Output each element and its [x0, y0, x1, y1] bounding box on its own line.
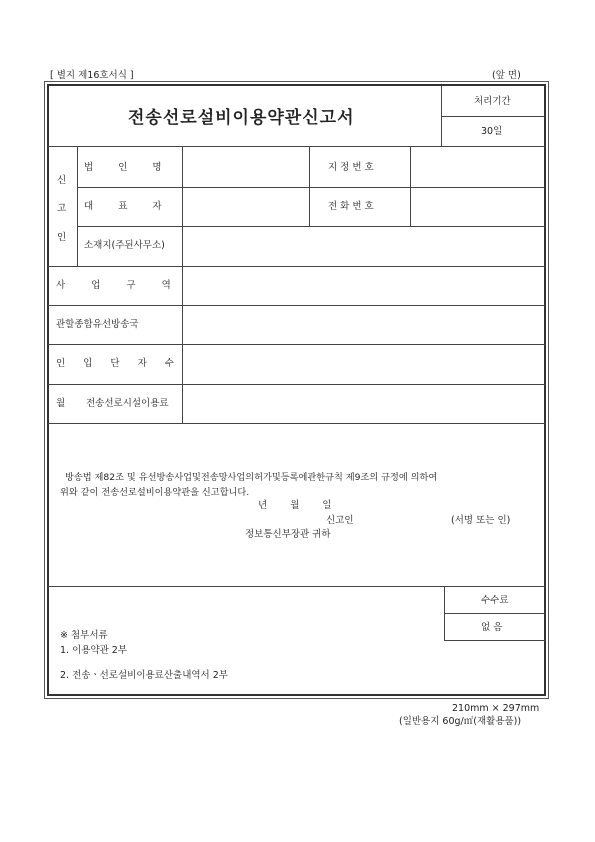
phone-label: 전화번호	[328, 201, 377, 212]
signature-label: (서명 또는 인)	[451, 515, 511, 526]
declaration-line-2: 위와 같이 전송선로설비이용약관을 신고합니다.	[60, 487, 250, 498]
corp-name-label: 법 인 명	[84, 162, 162, 173]
divider	[48, 423, 545, 424]
divider	[410, 146, 411, 226]
designation-label: 지정번호	[328, 162, 377, 173]
divider	[48, 266, 545, 267]
processing-value: 30일	[481, 126, 503, 137]
representative-label: 대 표 자	[84, 201, 162, 212]
subscribers-label: 인 입 단 자 수	[56, 358, 174, 369]
monthly-fee-label: 전송선로시설이용료	[86, 398, 169, 409]
recipient: 정보통신부장관 귀하	[245, 529, 331, 540]
applicant-label-3: 인	[57, 232, 67, 243]
representative-field[interactable]	[184, 189, 308, 225]
address-label: 소재지(주된사무소)	[84, 240, 165, 251]
divider	[48, 586, 545, 587]
paper-type: (일반용지 60g/㎡(재활용품))	[399, 716, 522, 727]
applicant-label-2: 고	[57, 203, 67, 214]
business-area-field[interactable]	[184, 268, 544, 304]
cable-operator-label: 관할종합유선방송국	[56, 319, 139, 330]
address-field[interactable]	[184, 228, 544, 265]
phone-field[interactable]	[412, 189, 544, 225]
declarant-label: 신고인	[326, 515, 354, 526]
cable-operator-field[interactable]	[184, 307, 544, 343]
divider	[48, 305, 545, 306]
applicant-label-1: 신	[57, 175, 67, 186]
divider	[182, 146, 183, 423]
divider	[77, 187, 545, 188]
form-title: 전송선로설비이용약관신고서	[128, 108, 355, 128]
designation-field[interactable]	[412, 148, 544, 186]
attachment-item: 2. 전송ㆍ선로설비이용료산출내역서 2부	[60, 670, 228, 681]
divider	[48, 146, 545, 147]
subscribers-field[interactable]	[184, 346, 544, 383]
divider	[444, 640, 545, 641]
monthly-prefix-label: 월	[56, 398, 66, 409]
page-side: (앞 면)	[492, 70, 521, 81]
monthly-fee-field[interactable]	[184, 386, 544, 422]
declaration-date: 년 월 일	[258, 500, 332, 511]
paper-size: 210mm × 297mm	[452, 703, 540, 714]
form-number: [ 별지 제16호서식 ]	[50, 70, 134, 81]
divider	[77, 226, 545, 227]
attachments-title: ※ 첨부서류	[60, 630, 108, 641]
corp-name-field[interactable]	[184, 148, 308, 186]
processing-label: 처리기간	[474, 96, 511, 107]
fee-label: 수수료	[481, 595, 509, 606]
divider	[48, 344, 545, 345]
divider	[444, 613, 545, 614]
declaration-line-1: 방송법 제82조 및 유선방송사업및전송망사업의허가및등록에관한규칙 제9조의 규정에 의하여	[65, 472, 438, 483]
divider	[77, 146, 78, 266]
attachment-item: 1. 이용약관 2부	[60, 645, 128, 656]
divider	[441, 116, 545, 117]
divider	[48, 384, 545, 385]
business-area-label: 사 업 구 역	[56, 280, 171, 291]
divider	[309, 146, 310, 226]
fee-value: 없 음	[481, 622, 503, 633]
